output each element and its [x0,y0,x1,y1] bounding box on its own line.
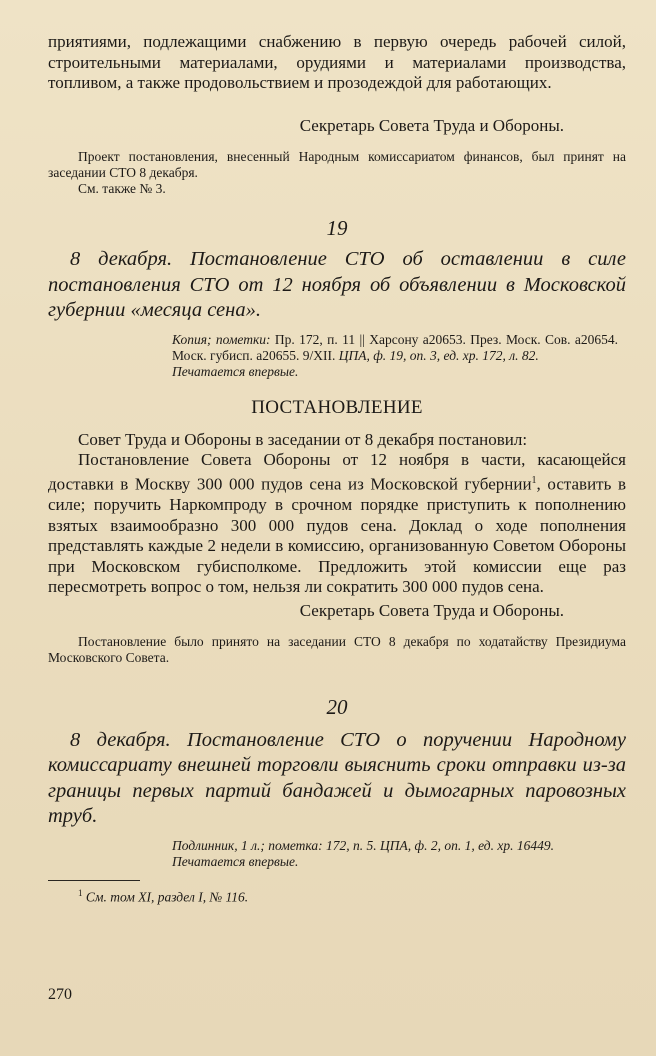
document-number-19: 19 [326,216,348,240]
document-20-title: 8 декабря. Постановление СТО о поручении Народному комиссариату внешней торговли выяснить сроки отправки из-за границы первых партий бандажей и дымогарных паровозных труб. [48,728,626,828]
paragraph-2-text-b: , оставить в силе; поручить Наркомпроду в срочном порядке приступить к пополнению взятых взаимообразно 300 000 пудов сена. Доклад о ходе пополнения представлять каждые 2 недели в комиссию, организованную Советом Обороны при Московском губисполкоме. Предложить этой комиссии еще раз пересмотреть вопрос о том, нельзя ли сократить 300 000 пудов сена. [48,474,626,597]
source-archive: ЦПА, ф. 19, оп. 3, ед. хр. 172, л. 82. [338,347,539,363]
resolution-paragraph-1: Совет Труда и Обороны в заседании от 8 декабря постановил: [78,429,528,449]
intro-see-also: См. также № 3. [78,181,166,196]
footnote [48,885,626,906]
source-text: Пр. 172, п. 11 || Харсону а20653. През. Моск. Сов. а20654. Моск. губисп. а20655. 9/XII. [172,331,618,363]
resolution-paragraph-2 [48,450,626,598]
document-20-printed-note: Печатается впервые. [172,853,299,869]
source-label: Копия; пометки: [172,331,271,347]
document-19-printed-note: Печатается впервые. [172,363,299,379]
document-19-title: 8 декабря. Постановление СТО об оставлении в силе постановления СТО от 12 ноября об объявлении в Московской губернии «месяца сена». [48,248,626,321]
intro-signature: Секретарь Совета Труда и Обороны. [299,116,564,135]
page-number: 270 [48,986,72,1003]
footnote-marker: 1 [78,887,83,898]
document-20-source: Подлинник, 1 л.; пометка: 172, п. 5. ЦПА, ф. 2, оп. 1, ед. хр. 16449. [172,837,554,853]
resolution-signature: Секретарь Совета Труда и Обороны. [299,600,564,620]
intro-paragraph: приятиями, подлежащими снабжению в первую очередь рабочей силой, строительными материалами, орудиями и материалами производства, топливом, а также продовольствием и прозодеждой для работающих. [48,32,626,93]
intro-note: Проект постановления, внесенный Народным комиссариатом финансов, был принят на заседании СТО 8 декабря. [48,149,626,180]
footnote-rule [48,880,140,881]
document-19-source [172,332,618,364]
paragraph-2-text-a: Постановление Совета Обороны от 12 ноября в части, касающейся доставки в Москву 300 000 пудов сена из Московской губернии [48,450,626,494]
footnote-text: См. том XI, раздел I, № 116. [85,889,249,905]
document-number-20: 20 [326,694,348,719]
resolution-heading: ПОСТАНОВЛЕНИЕ [251,396,423,418]
footnote-reference: 1 [531,474,537,486]
document-19-note: Постановление было принято на заседании СТО 8 декабря по ходатайству Президиума Московского Совета. [48,633,626,665]
